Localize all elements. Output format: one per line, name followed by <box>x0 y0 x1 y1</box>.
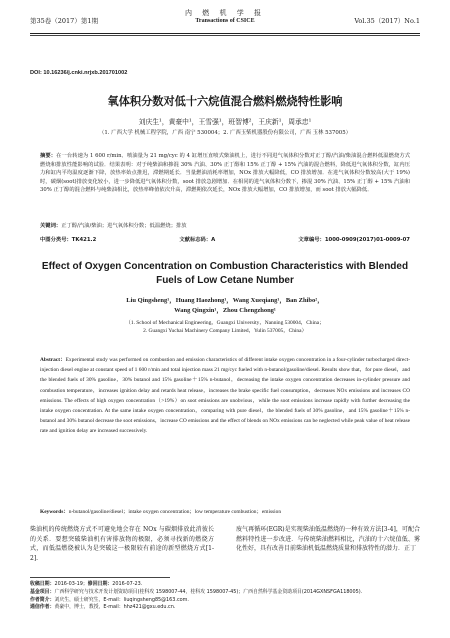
keywords-text-cn: 正丁醇/汽油/柴油；进气氧体积分数；低温燃烧；排放 <box>61 223 187 229</box>
article-number: 文章编号：1000-0909(2017)01-0009-07 <box>298 237 410 243</box>
abstract-label-cn: 摘要： <box>40 153 57 159</box>
fund-text: 广西科学研究与技术开发计划资助项目(桂科攻 1598007-44，桂科攻 1598007-45)；广西自然科学基金资助项目(2014GXNSFGA118005). <box>54 588 363 595</box>
keywords-label-cn: 关键词： <box>40 223 62 229</box>
english-keywords <box>40 507 410 515</box>
abstract-label-en: Abstract： <box>40 357 66 363</box>
running-header <box>30 8 420 30</box>
english-title: Effect of Oxygen Concentration on Combustion Characteristics with Blended Fuels of Low Cetane Number <box>41 261 409 286</box>
corresponding-author: 黄豪中，博士，教授，E-mail：hhz421@gxu.edu.cn. <box>54 604 176 611</box>
abstract-text-cn: 在一台转速为 1 600 r/min、喷油量为 21 mg/cyc 的 4 缸增压直喷式柴油机上，进行不同进气氧体积分数对正丁醇/汽油/柴油混合燃料低温燃烧方式燃烧和排放性能影响的试验．结果表明：对于纯柴油和掺混 30% 汽油、30% 正丁醇和 15% 正丁醇 + 15% 汽油的混合燃料，降低进气氧体积分数，缸内压力和缸内平均温度逐渐下降，放热率始点推迟，滞燃期延长．当量燃油消耗率增加，NOx 排放大幅降低，CO 排放增加．在进气氧体积分数较高(大于 19%)时，碳烟(soot)排放变化较小，进一步降低进气氧体积分数，soot 排放急剧增加．在相同的进气氧体积分数下，掺混 30% 汽油、15% 正丁醇 + 15% 汽油和 30% 正丁醇的混合燃料与纯柴油相比，放热率峰值依次升高，滞燃期依次延长，NOx 排放大幅增加，CO 排放增加，而 soot 排放大幅降低． <box>40 153 410 194</box>
revised-label: 修回日期： <box>87 581 113 587</box>
fund-label: 基金项目： <box>30 588 55 595</box>
english-authors-line1: Liu Qingsheng¹，Huang Haozhong¹，Wang Xueqiang¹，Ban Zhibo²， <box>126 297 324 304</box>
author-bio: 刘庆生，硕士研究生，E-mail：liuqingsheng85@163.com. <box>54 596 189 603</box>
chinese-title: 氧体积分数对低十六烷值混合燃料燃烧特性影响 <box>107 95 343 108</box>
classification-line <box>40 235 410 243</box>
chinese-authors: 刘庆生¹，黄豪中¹，王雪强¹，班智博²，王庆新¹，周承忠¹ <box>138 118 312 126</box>
chinese-keywords <box>40 222 410 231</box>
received-date: 2016-03-19； <box>54 581 88 587</box>
abstract-text-en: Experimental study was performed on combustion and emission characteristics of different intake oxygen concentration in a four-cylinder turbocharged direct-injection diesel engine at constant speed of 1 600 r/min and total injection mass 21 mg/cyc fueled with n-butanol/gasoline/diesel. Results show that，for pure diesel，and the blended fuels of 30% gasoline，30% butanol and 15% gasoline＋15% n-butanol，decreasing the intake oxygen concentration decreases in-cylinder pressure and combustion temperature，increases ignition delay and retards heat release，increases the brake specific fuel consumption，decreases NOx emissions and increases CO emissions. The effects of high oxygen concentration（>19%）on soot emissions are unobvious，while the soot emissions increase rapidly with further decreasing the intake oxygen concentration. At the same intake oxygen concentration，comparing with pure diesel，the blended fuels of 30% gasoline，and 15% gasoline＋15% n-butanol and 30% butanol decrease the soot emissions，increase CO emissions and the effect of blends on NOx emissions can be neglected while peak value of heat release rate and ignition delay are increased successively. <box>40 357 411 435</box>
english-affil-line1: （1. School of Mechanical Engineering，Guangxi University，Nanning 530004，China； <box>125 320 325 326</box>
english-abstract <box>40 355 410 437</box>
keywords-text-en: n-butanol/gasoline/diesel；intake oxygen concentration；low temperature combustion；emission <box>68 509 282 515</box>
english-authors-line2: Wang Qingxin¹，Zhou Chengzhong¹ <box>174 306 276 314</box>
keywords-label-en: Keywords： <box>40 509 69 515</box>
footnote-rule <box>30 577 170 578</box>
body-column-left: 柴油机的传统燃烧方式不可避免地会存在 NOx 与碳烟排放此消彼长的关系．要想突破柴油机有害排放物的极限，必须寻找新的燃烧方式，而低温燃烧被认为是突破这一极限较有前途的新型燃烧方式[1-2]. <box>30 526 214 562</box>
received-label: 收稿日期： <box>30 581 55 587</box>
header-rule <box>30 33 420 34</box>
author-bio-label: 作者简介： <box>30 596 55 603</box>
revised-date: 2016-07-23. <box>112 581 143 587</box>
volume-issue-en: Vol.35（2017）No.1 <box>354 17 420 25</box>
english-authors <box>30 296 420 315</box>
clc-number: 中图分类号：TK421.2 <box>40 237 97 243</box>
header-rule-thin <box>30 35 420 36</box>
document-code: 文献标志码：A <box>179 237 216 243</box>
chinese-affiliations: （1. 广西大学 机械工程学院，广西 南宁 530004；2. 广西玉柴机器股份有限公司，广西 玉林 537005） <box>98 130 352 136</box>
body-column-right: 废气再循环(EGR)是实现柴油低温燃烧的一种有效方法[3-4]，可配合燃料特性进一步改进．与传统柴油燃料相比，汽油的十六烷值低、雾化性好，具有改善目前柴油机低温燃烧质量和排放特性的潜力．正丁 <box>236 526 420 553</box>
footnote <box>30 581 400 612</box>
english-affiliations <box>30 319 420 335</box>
journal-name-en: Transactions of CSICE <box>195 18 255 24</box>
journal-name-cn: 内 燃 机 学 报 <box>185 9 265 17</box>
corresponding-label: 通信作者： <box>30 604 55 611</box>
volume-issue-cn: 第35卷（2017）第1期 <box>30 17 98 25</box>
chinese-abstract <box>40 152 410 195</box>
doi: DOI: 10.16236/j.cnki.nrjxb.201701002 <box>30 70 128 76</box>
english-affil-line2: 2. Guangxi Yuchai Machinery Company Limited，Yulin 537005，China） <box>143 328 307 334</box>
